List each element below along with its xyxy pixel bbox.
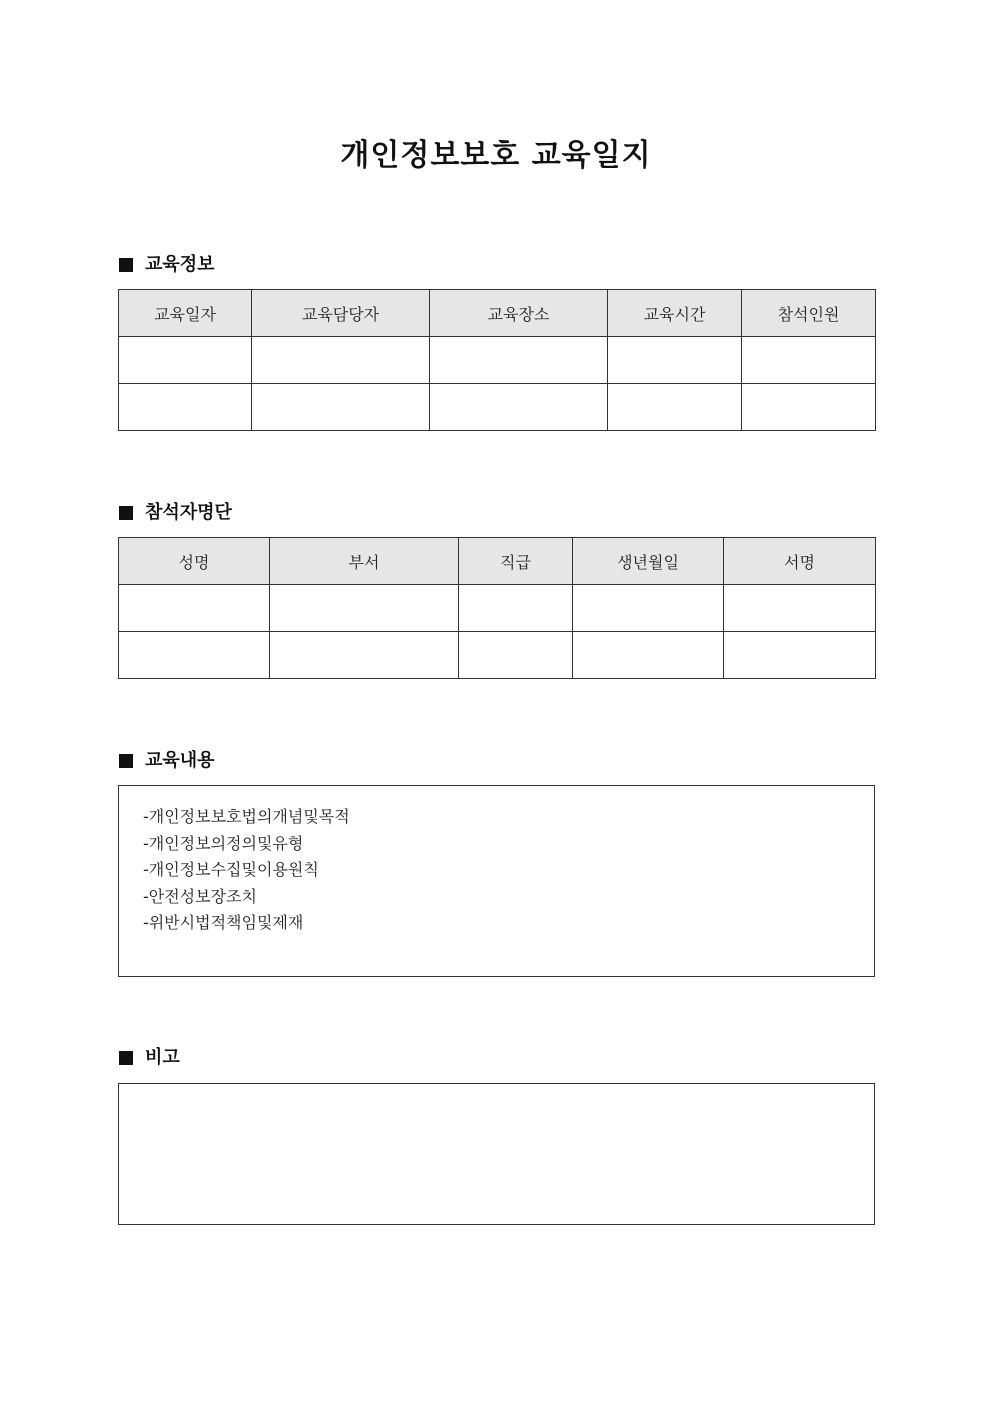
- column-header-attendance: 참석인원: [742, 290, 876, 337]
- list-item: -개인정보수집및이용원칙: [143, 860, 319, 879]
- attendees-heading-label: 참석자명단: [145, 502, 232, 523]
- attendees-table: [118, 537, 876, 679]
- table-row: [119, 585, 876, 632]
- list-item: -위반시법적책임및제재: [143, 913, 304, 932]
- education-content-list: [119, 786, 874, 937]
- table-header-row: [119, 290, 876, 337]
- table-cell[interactable]: [252, 384, 430, 431]
- table-cell[interactable]: [270, 585, 459, 632]
- column-header-time: 교육시간: [608, 290, 742, 337]
- table-cell[interactable]: [119, 632, 270, 679]
- table-cell[interactable]: [608, 337, 742, 384]
- remarks-heading: [119, 1045, 180, 1071]
- table-cell[interactable]: [119, 337, 252, 384]
- column-header-instructor: 교육담당자: [252, 290, 430, 337]
- list-item: -안전성보장조치: [143, 886, 257, 906]
- table-cell[interactable]: [459, 585, 573, 632]
- column-header-position: 직급: [459, 538, 573, 585]
- remarks-heading-label: 비고: [145, 1047, 180, 1068]
- square-bullet-icon: [119, 1051, 133, 1065]
- table-cell[interactable]: [270, 632, 459, 679]
- table-cell[interactable]: [608, 384, 742, 431]
- education-info-heading-label: 교육정보: [145, 254, 215, 275]
- table-cell[interactable]: [430, 384, 608, 431]
- column-header-date: 교육일자: [119, 290, 252, 337]
- column-header-signature: 서명: [724, 538, 876, 585]
- table-row: [119, 384, 876, 431]
- table-cell[interactable]: [742, 337, 876, 384]
- square-bullet-icon: [119, 506, 133, 520]
- column-header-department: 부서: [270, 538, 459, 585]
- page-title: 개인정보보호 교육일지: [340, 138, 652, 173]
- table-row: [119, 337, 876, 384]
- table-header-row: [119, 538, 876, 585]
- column-header-name: 성명: [119, 538, 270, 585]
- list-item: -개인정보보호법의개념및목적: [143, 807, 350, 826]
- education-content-heading: [119, 748, 215, 774]
- table-cell[interactable]: [573, 632, 724, 679]
- table-row: [119, 632, 876, 679]
- education-info-heading: [119, 252, 215, 278]
- table-cell[interactable]: [724, 585, 876, 632]
- list-item: -개인정보의정의및유형: [143, 833, 304, 853]
- square-bullet-icon: [119, 258, 133, 272]
- column-header-birthdate: 생년월일: [573, 538, 724, 585]
- education-info-table: [118, 289, 876, 431]
- education-content-box[interactable]: [118, 785, 875, 977]
- attendees-heading: [119, 500, 232, 526]
- table-cell[interactable]: [252, 337, 430, 384]
- table-cell[interactable]: [119, 384, 252, 431]
- table-cell[interactable]: [573, 585, 724, 632]
- education-content-heading-label: 교육내용: [145, 750, 215, 771]
- square-bullet-icon: [119, 754, 133, 768]
- table-cell[interactable]: [430, 337, 608, 384]
- column-header-location: 교육장소: [430, 290, 608, 337]
- table-cell[interactable]: [459, 632, 573, 679]
- table-cell[interactable]: [742, 384, 876, 431]
- remarks-box[interactable]: [118, 1083, 875, 1225]
- table-cell[interactable]: [724, 632, 876, 679]
- table-cell[interactable]: [119, 585, 270, 632]
